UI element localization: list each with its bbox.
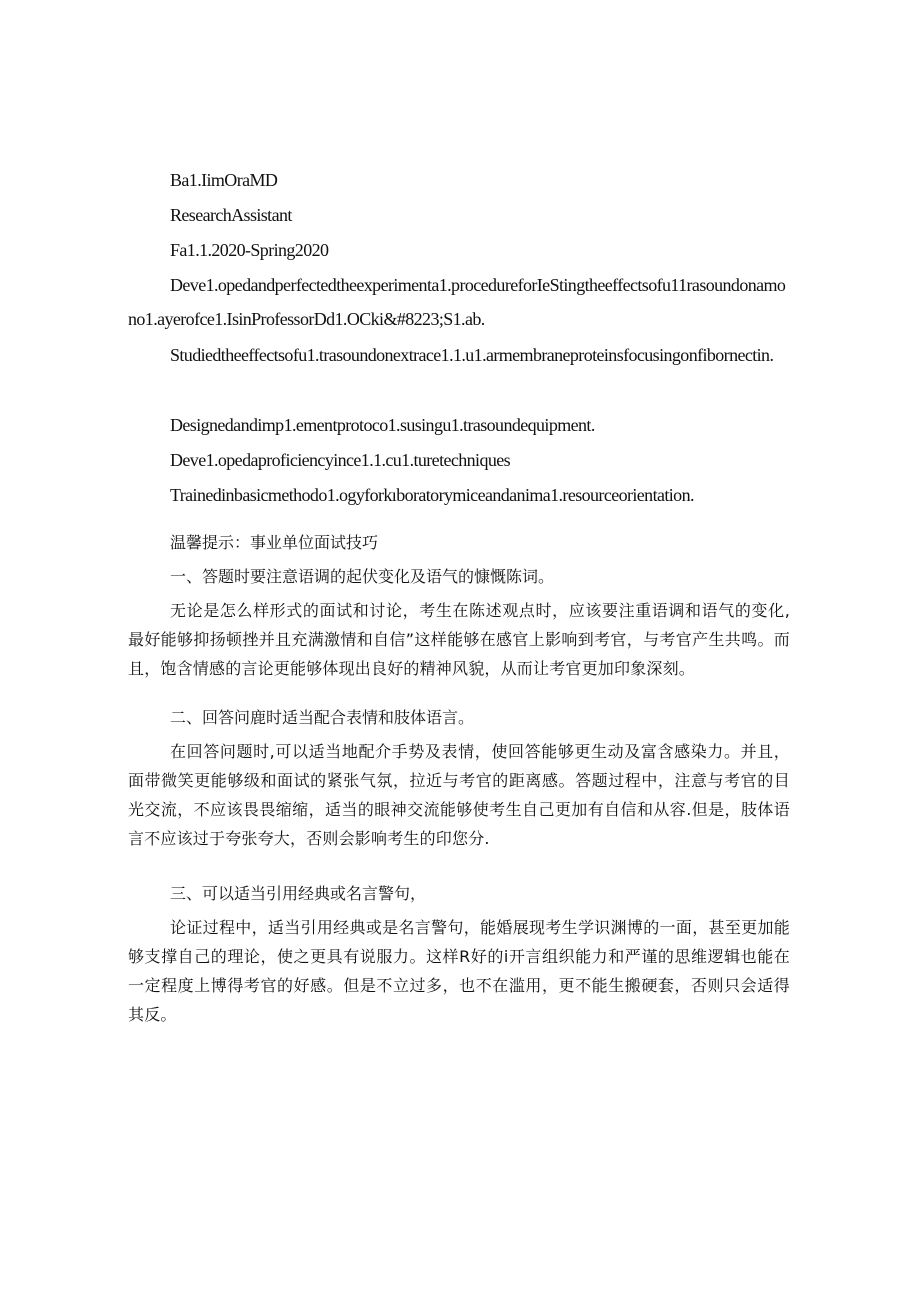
resume-bullet: Trainedinbasicmethodo1.ogyforkıboratorymiceandanima1.resourceorientation. <box>170 485 694 505</box>
tip-2-body: 在回答问题时,可以适当地配介手势及表情，使回答能够更生动及富含感染力。并且，面带微笑更能够级和面试的紧张气氛，拉近与考官的距离感。答题过程中，注意与考官的目光交流，不应该畏畏缩缩，适当的眼神交流能够使考生自己更加有自信和从容.但是，肢体语言不应该过于夸张夸大，否则会影响考生的印您分. <box>128 742 790 848</box>
resume-period: Fa1.1.2020-Spring2020 <box>170 240 329 260</box>
tip-1-title: 一、答题时要注意语调的起伏变化及语气的慷慨陈词。 <box>170 567 555 586</box>
tip-1-body: 无论是怎么样形式的面试和讨论，考生在陈述观点时，应该要注重语调和语气的变化,最好能够抑扬顿挫并且充满激情和自信”这样能够在感官上影响到考官，与考官产生共鸣。而且，饱含情感的言论更能够体现出良好的精神风貌，从而让考官更加印象深刻。 <box>128 601 790 678</box>
resume-bullet: Studiedtheeffectsofu1.trasoundonextrace1.1.u1.armembraneproteinsfocusingonfibornectin. <box>170 345 774 365</box>
tip-2-title: 二、回答问鹿时适当配合表情和肢体语言。 <box>170 708 475 727</box>
resume-position: ResearchAssistant <box>170 205 292 225</box>
resume-bullet: Deve1.opedaproficiencyince1.1.cu1.turetechniques <box>170 450 511 470</box>
resume-bullet: Deve1.opedandperfectedtheexperimenta1.procedureforIeStingtheeffectsofu11rasoundonamono1.ayerofce1.IsinProfessorDd1.OCki&#8223;S1.ab. <box>128 275 786 329</box>
tips-heading: 温馨提示：事业单位面试技巧 <box>170 533 379 552</box>
resume-employer: Ba1.IimOraMD <box>170 170 278 190</box>
tip-3-title: 三、可以适当引用经典或名言警句， <box>170 884 427 903</box>
tip-3-body: 论证过程中，适当引用经典或是名言警句，能婚展现考生学识渊博的一面，甚至更加能够支撑自己的理论，使之更具有说服力。这样R好的i开言组织能力和严谨的思维逻辑也能在一定程度上博得考官的好感。但是不立过多，也不在滥用，更不能生搬硬套，否则只会适得其反。 <box>128 918 790 1024</box>
resume-bullet: Designedandimp1.ementprotoco1.susingu1.trasoundequipment. <box>170 415 595 435</box>
